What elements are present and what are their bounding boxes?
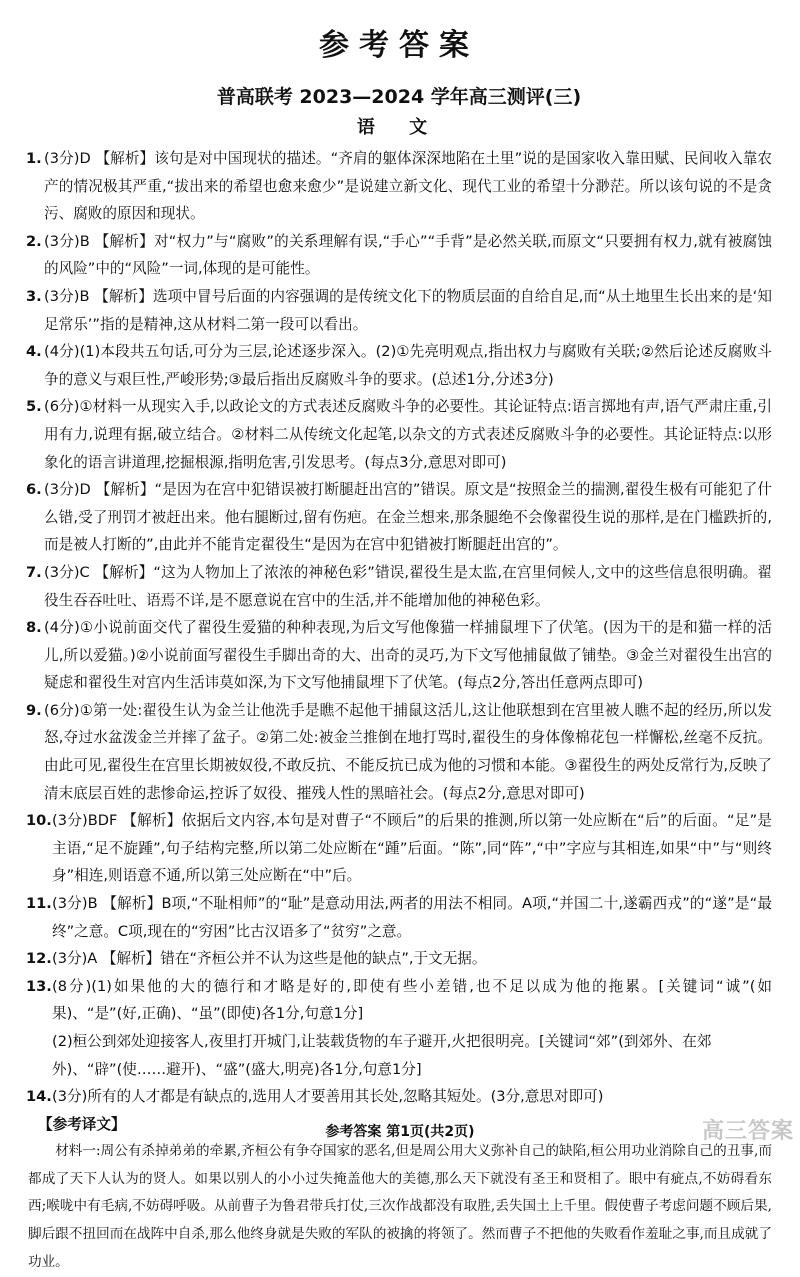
answer-text: (3分)B 【解析】选项中冒号后面的内容强调的是传统文化下的物质层面的自给自足,而“从土地里生长出来的是‘知足常乐’”指的是精神,这从材料二第一段可以看出。 xyxy=(44,287,772,333)
document-title: 参考答案 xyxy=(319,28,479,63)
answer-number: 14. xyxy=(26,1088,52,1106)
answer-item xyxy=(26,890,772,945)
answer-number: 6. xyxy=(26,481,42,499)
answer-number: 8. xyxy=(26,619,42,637)
answer-text: (6分)①第一处:翟役生认为金兰让他洗手是瞧不起他干捕鼠这活儿,这让他联想到在宫里被人瞧不起的经历,所以发怒,夺过水盆泼金兰并摔了盆子。②第二处:被金兰推倒在地打骂时,翟役生的身体像棉花包一样懈松,丝毫不反抗。由此可见,翟役生在宫里长期被奴役,不敢反抗、不能反抗已成为他的习惯和本能。③翟役生的两处反常行为,反映了清末底层百姓的悲惨命运,控诉了奴役、摧残人性的黑暗社会。(每点2分,意思对即可) xyxy=(44,701,772,802)
answer-text: (8分)(1)如果他的大的德行和才略是好的,即使有些小差错,也不足以成为他的拖累。[关键词“诚”(如果)、“是”(好,正确)、“虽”(即使)各1分,句意1分] xyxy=(52,977,772,1023)
answer-subparagraph: (2)桓公到郊处迎接客人,夜里打开城门,让装载货物的车子避开,火把很明亮。[关键词“郊”(到郊外、在郊外)、“辟”(使……避开)、“盛”(盛大,明亮)各1分,句意1分] xyxy=(52,1033,712,1078)
answer-item xyxy=(26,145,772,228)
answer-number: 4. xyxy=(26,343,42,361)
answer-number: 2. xyxy=(26,232,42,250)
answer-text: (3分)B 【解析】B项,“不耻相师”的“耻”是意动用法,两者的用法不相同。A项,“并国二十,遂霸西戎”的“遂”是“最终”之意。C项,现在的“穷困”比古汉语多了“贫穷”之意。 xyxy=(52,895,772,940)
answer-text: (3分)C 【解析】“这为人物加上了浓浓的神秘色彩”错误,翟役生是太监,在宫里伺候人,文中的这些信息很明确。翟役生吞吞吐吐、语焉不详,是不愿意说在宫中的生活,并不能增加他的神秘色彩。 xyxy=(44,563,772,609)
answer-item xyxy=(26,393,772,476)
answer-text: (3分)B 【解析】对“权力”与“腐败”的关系理解有误,“手心”“手背”是必然关联,而原文“只要拥有权力,就有被腐蚀的风险”中的“风险”一词,体现的是可能性。 xyxy=(44,232,772,278)
answer-item xyxy=(26,614,772,697)
answer-item xyxy=(26,1083,772,1111)
answer-item xyxy=(26,476,772,559)
answer-text: (3分)D 【解析】该句是对中国现状的描述。“齐肩的躯体深深地陷在土里”说的是国家收入靠田赋、民间收入靠农产的情况极其严重,“拔出来的希望也愈来愈少”是说建立新文化、现代工业的希望十分渺茫。所以该句说的不是贪污、腐败的原因和现状。 xyxy=(44,150,772,223)
translation-heading: 【参考译文】 xyxy=(38,1115,126,1133)
answer-number: 3. xyxy=(26,287,42,305)
subject-heading: 语 文 xyxy=(356,117,442,138)
answer-text: (3分)所有的人才都是有缺点的,选用人才要善用其长处,忽略其短处。(3分,意思对即可) xyxy=(52,1088,604,1106)
answer-number: 9. xyxy=(26,701,42,719)
answer-number: 10. xyxy=(26,812,52,830)
answer-item xyxy=(26,945,772,973)
answer-text: (3分)BDF 【解析】依据后文内容,本句是对曹子“不顾后”的后果的推测,所以第一处应断在“后”的后面。“足”是主语,“足不旋踵”,句子结构完整,所以第二处应断在“踵”后面。“陈”,同“阵”,“中”字应与其相连,如果“中”与“则终身”相连,则语意不通,所以第三处应断在“中”后。 xyxy=(52,812,772,885)
answer-number: 12. xyxy=(26,950,52,968)
answer-number: 1. xyxy=(26,150,42,167)
answer-text: (4分)(1)本段共五句话,可分为三层,论述逐步深入。(2)①先亮明观点,指出权力与腐败有关联;②然后论述反腐败斗争的意义与艰巨性,严峻形势;③最后指出反腐败斗争的要求。(总述1分,分述3分) xyxy=(44,343,772,388)
answer-text: (6分)①材料一从现实入手,以政论文的方式表述反腐败斗争的必要性。其论证特点:语言掷地有声,语气严肃庄重,引用有力,说理有据,破立结合。②材料二从传统文化起笔,以杂文的方式表述反腐败斗争的必要性。其论证特点:以形象化的语言讲道理,挖掘根源,指明危害,引发思考。(每点3分,意思对即可) xyxy=(44,398,772,471)
answer-item xyxy=(26,697,772,807)
answer-item xyxy=(26,559,772,614)
answer-number: 11. xyxy=(26,895,52,913)
answer-text: (3分)A 【解析】错在“齐桓公并不认为这些是他的缺点”,于文无据。 xyxy=(52,950,487,968)
site-watermark: 高三答案 xyxy=(701,1119,794,1144)
page-footer: 参考答案 第1页(共2页) xyxy=(325,1124,475,1140)
answer-list xyxy=(26,145,772,1111)
translation-text: 材料一:周公有杀掉弟弟的牵累,齐桓公有争夺国家的恶名,但是周公用大义弥补自己的缺陷,桓公用功业消除自己的丑事,而都成了天下人认为的贤人。如果以别人的小小过失掩盖他大的美德,那么天下就没有圣王和贤相了。眼中有疵点,不妨碍看东西;喉咙中有毛病,不妨碍呼吸。从前曹子为鲁君带兵打仗,三次作战都没有取胜,丢失国土上千里。假使曹子考虑问题不顾后果,脚后跟不扭回而在战阵中自杀,那么他终身就是失败的军队的被擒的将领了。然而曹子不把他的失败看作羞耻之事,而且成就了功业。 xyxy=(28,1142,772,1270)
answer-item xyxy=(26,338,772,393)
answer-number: 13. xyxy=(26,977,52,995)
answer-item xyxy=(26,283,772,338)
answer-number: 7. xyxy=(26,563,42,581)
exam-subtitle: 普高联考 2023—2024 学年高三测评(三) xyxy=(216,86,582,108)
answer-text: (4分)①小说前面交代了翟役生爱猫的种种表现,为后文写他像猫一样捕鼠埋下了伏笔。(因为干的是和猫一样的活儿,所以爱猫。)②小说前面写翟役生手脚出奇的大、出奇的灵巧,为下文写他捕鼠做了铺垫。③金兰对翟役生出宫的疑虑和翟役生对宫内生活讳莫如深,为下文写他捕鼠埋下了伏笔。(每点2分,答出任意两点即可) xyxy=(44,619,772,692)
answer-item xyxy=(26,807,772,890)
answer-item xyxy=(26,228,772,283)
answer-item xyxy=(26,973,772,1028)
answer-text: (3分)D 【解析】“是因为在宫中犯错误被打断腿赶出宫的”错误。原文是“按照金兰的揣测,翟役生极有可能犯了什么错,受了刑罚才被赶出来。他右腿断过,留有伤疤。在金兰想来,那条腿绝不会像翟役生说的那样,是在门槛跌折的,而是被人打断的”,由此并不能肯定翟役生“是因为在宫中犯错被打断腿赶出宫的”。 xyxy=(44,481,772,554)
answer-number: 5. xyxy=(26,398,42,416)
